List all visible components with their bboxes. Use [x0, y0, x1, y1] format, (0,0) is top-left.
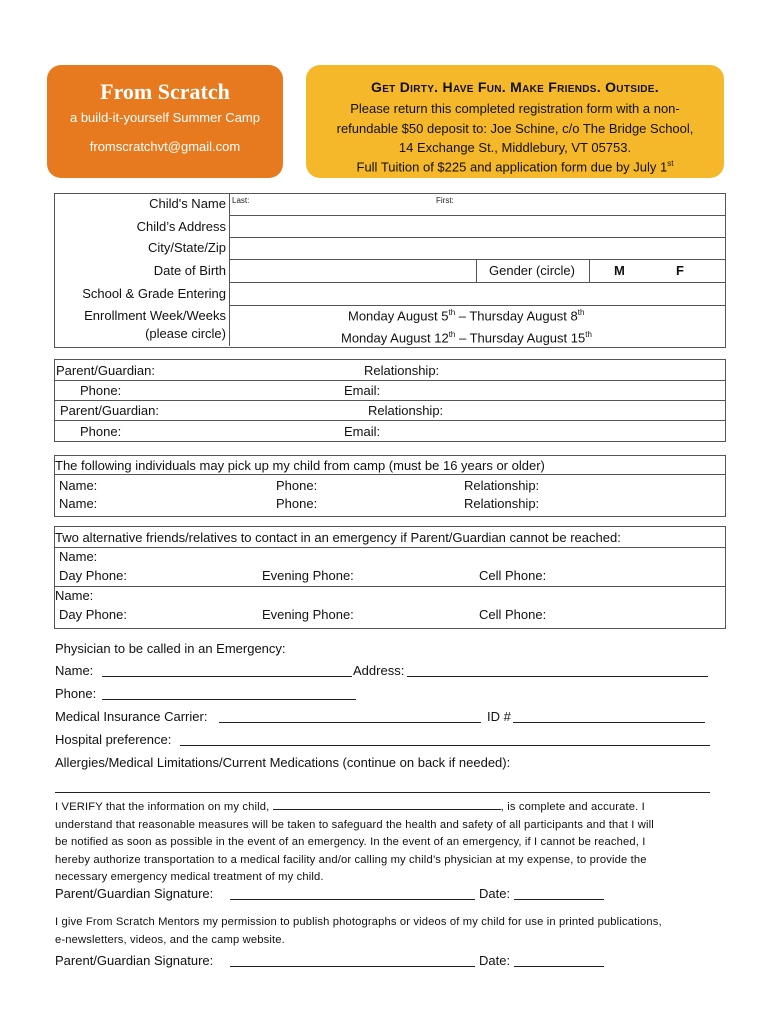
dob-label: Date of Birth [153, 263, 226, 278]
photo-signature-label: Parent/Guardian Signature: [55, 953, 214, 968]
contact1-day-phone-label: Day Phone: [59, 568, 127, 583]
brand-title: From Scratch [100, 79, 230, 104]
parent2-email-label: Email: [344, 424, 381, 439]
brand-email: fromscratchvt@gmail.com [89, 139, 241, 154]
row-divider [229, 282, 725, 283]
week-option-2[interactable]: Monday August 12th – Thursday August 15th [341, 330, 592, 346]
last-name-field[interactable] [250, 196, 430, 214]
pickup1-phone-label: Phone: [276, 478, 318, 493]
school-grade-label: School & Grade Entering [82, 286, 226, 301]
city-state-zip-label: City/State/Zip [147, 240, 226, 255]
physician-address-field[interactable] [407, 676, 708, 677]
gender-m-option[interactable]: M [614, 263, 625, 278]
dob-field[interactable] [231, 261, 474, 280]
insurance-id-label: ID # [487, 709, 511, 724]
child-address-label: Child’s Address [136, 219, 226, 234]
brand-subtitle: a build-it-yourself Summer Camp [69, 110, 260, 125]
row-divider [54, 586, 725, 587]
row-divider [54, 400, 725, 401]
allergies-label: Allergies/Medical Limitations/Current Medications (continue on back if needed): [55, 755, 511, 770]
info-line-3: 14 Exchange St., Middlebury, VT 05753. [398, 140, 632, 155]
row-divider [229, 305, 725, 306]
contact2-name-label: Name: [55, 588, 94, 603]
brand-box [47, 65, 283, 178]
photo-date-label: Date: [479, 953, 511, 968]
child-address-field[interactable] [231, 217, 721, 235]
first-name-field[interactable] [462, 196, 720, 214]
contact1-cell-phone-label: Cell Phone: [479, 568, 547, 583]
parent1-phone-label: Phone: [80, 383, 122, 398]
photo-date-field[interactable] [514, 966, 604, 967]
gender-divider [589, 259, 590, 282]
pickup1-relationship-label: Relationship: [464, 478, 540, 493]
physician-phone-field[interactable] [102, 699, 356, 700]
parent1-relationship-label: Relationship: [364, 363, 440, 378]
contact2-evening-phone-label: Evening Phone: [262, 607, 354, 622]
row-divider [54, 547, 725, 548]
row-divider [54, 420, 725, 421]
pickup2-phone-label: Phone: [276, 496, 318, 511]
row-divider [54, 380, 725, 381]
parent2-relationship-label: Relationship: [368, 403, 444, 418]
verify-paragraph: I VERIFY that the information on my child, , is complete and accurate. I understand that reasonable measures will be taken to safeguard the health and safety of all participants and that I will be notified as soon as possible in the event of an emergency. In the event of an emergency, if I cannot be reached, I hereby authorize transportation to a medical facility and/or calling my child’s physician at my expense, to provide the necessary emergency medical treatment of my child. [55, 797, 725, 887]
week-option-1[interactable]: Monday August 5th – Thursday August 8th [348, 308, 585, 324]
emergency-heading: Two alternative friends/relatives to contact in an emergency if Parent/Guardian cannot be reached: [55, 530, 621, 545]
enrollment-label: Enrollment Week/Weeks [84, 308, 226, 323]
verify-date-label: Date: [479, 886, 511, 901]
parent1-label: Parent/Guardian: [56, 363, 156, 378]
verify-signature-label: Parent/Guardian Signature: [55, 886, 214, 901]
verify-signature-field[interactable] [230, 899, 475, 900]
row-divider [229, 215, 725, 216]
row-divider [54, 474, 725, 475]
contact2-day-phone-label: Day Phone: [59, 607, 127, 622]
gender-label: Gender (circle) [489, 263, 575, 278]
info-box [306, 65, 724, 178]
gender-f-option[interactable]: F [676, 263, 684, 278]
physician-name-field[interactable] [102, 676, 352, 677]
insurance-field[interactable] [219, 722, 481, 723]
hospital-field[interactable] [180, 745, 710, 746]
tagline: Get Dirty. Have Fun. Make Friends. Outside. [371, 79, 659, 95]
physician-address-label: Address: [353, 663, 405, 678]
insurance-id-field[interactable] [513, 722, 705, 723]
row-divider [229, 237, 725, 238]
city-state-zip-field[interactable] [231, 239, 721, 257]
last-name-label: Last: [232, 196, 250, 205]
verify-child-name-field[interactable] [273, 797, 501, 810]
contact1-evening-phone-label: Evening Phone: [262, 568, 354, 583]
physician-phone-label: Phone: [55, 686, 97, 701]
verify-date-field[interactable] [514, 899, 604, 900]
photo-paragraph: I give From Scratch Mentors my permission to publish photographs or videos of my child for use in printed publications, e-newsletters, videos, and the camp website. [55, 916, 662, 946]
physician-heading: Physician to be called in an Emergency: [55, 641, 286, 656]
gender-divider [476, 259, 477, 282]
row-divider [229, 259, 725, 260]
parent2-phone-label: Phone: [80, 424, 122, 439]
allergies-field[interactable] [55, 792, 710, 793]
first-name-label: First: [436, 196, 454, 205]
parent1-email-label: Email: [344, 383, 381, 398]
info-line-2: refundable $50 deposit to: Joe Schine, c/o The Bridge School, [336, 121, 694, 136]
pickup-heading: The following individuals may pick up my child from camp (must be 16 years or older) [55, 458, 545, 473]
pickup2-name-label: Name: [59, 496, 98, 511]
info-line-1: Please return this completed registration form with a non- [350, 101, 680, 116]
enrollment-hint: (please circle) [145, 326, 226, 341]
pickup2-relationship-label: Relationship: [464, 496, 540, 511]
hospital-label: Hospital preference: [55, 732, 172, 747]
child-name-label: Child's Name [149, 196, 226, 211]
parent2-label: Parent/Guardian: [60, 403, 160, 418]
contact2-cell-phone-label: Cell Phone: [479, 607, 547, 622]
insurance-label: Medical Insurance Carrier: [55, 709, 208, 724]
photo-signature-field[interactable] [230, 966, 475, 967]
info-line-4: Full Tuition of $225 and application form due by July 1st [356, 159, 674, 175]
contact1-name-label: Name: [59, 549, 98, 564]
physician-name-label: Name: [55, 663, 94, 678]
pickup1-name-label: Name: [59, 478, 98, 493]
school-grade-field[interactable] [231, 284, 721, 303]
